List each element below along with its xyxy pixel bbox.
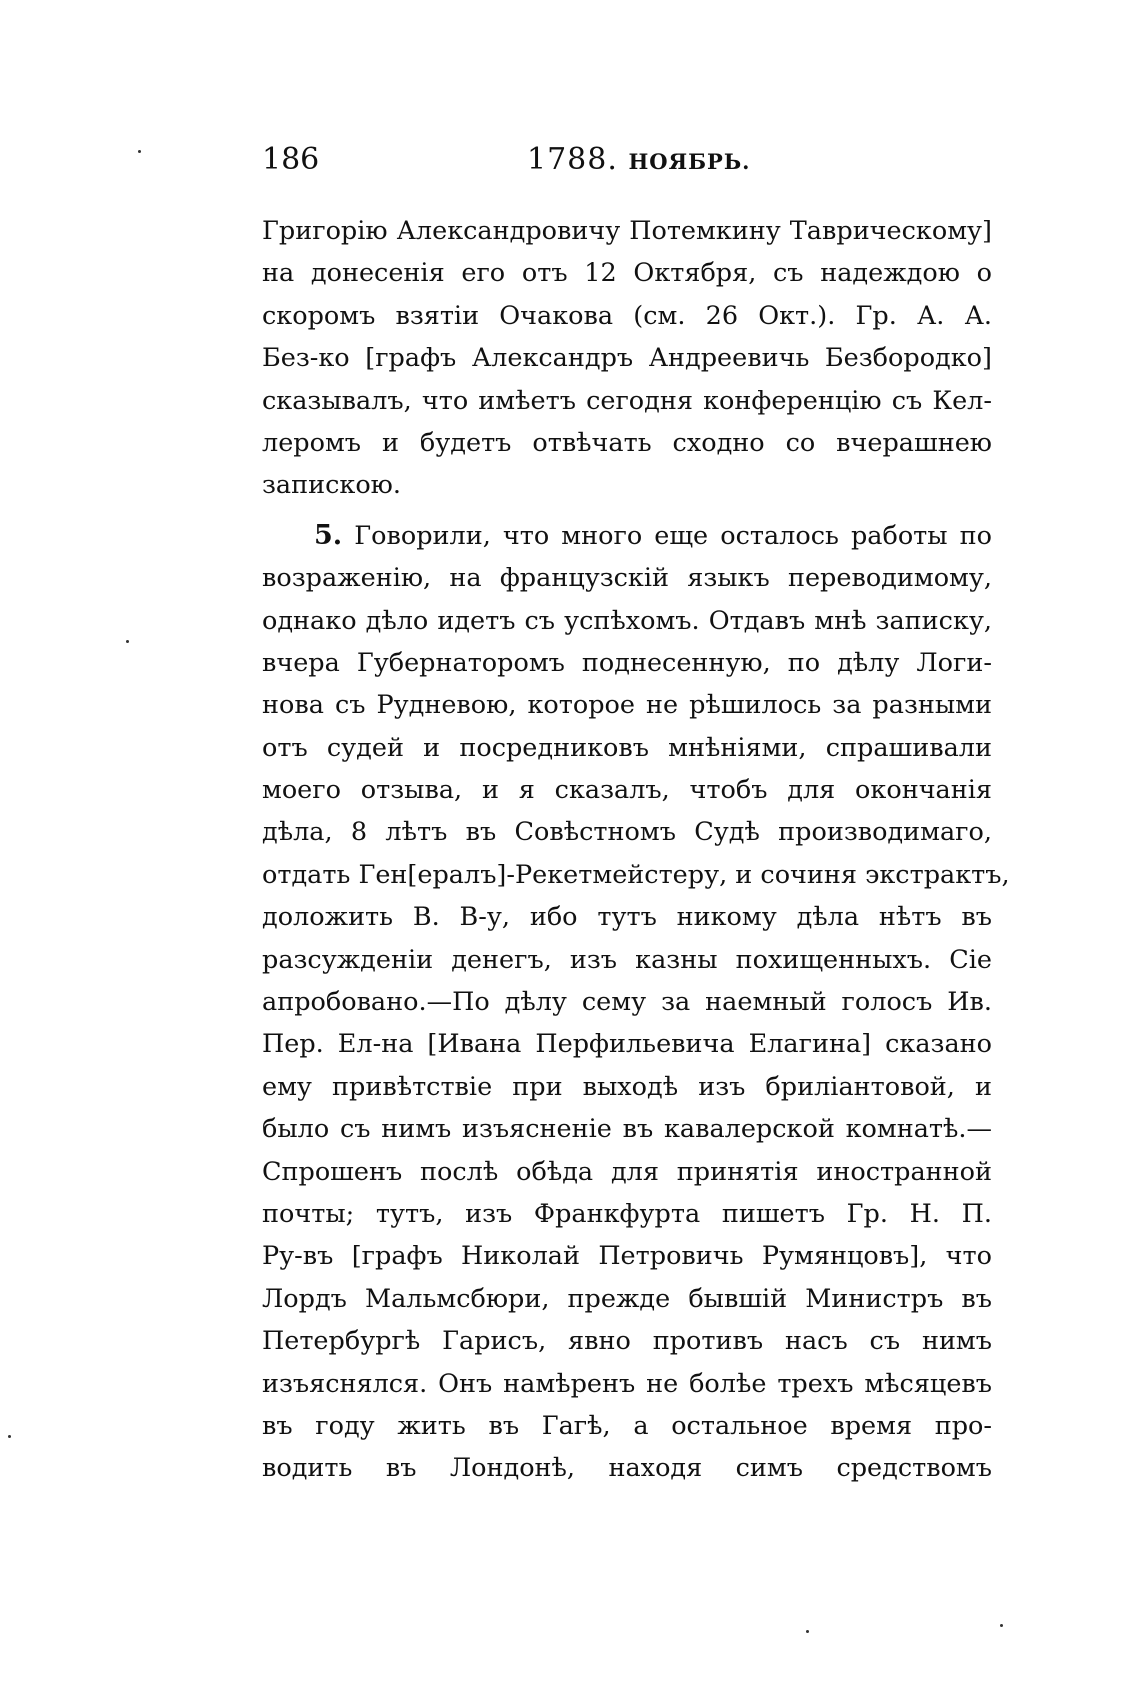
running-title [527,140,750,182]
scan-speck [1000,1624,1003,1627]
text-line: апробовано.—По дѣлу сему за наемный голосъ Ив. [262,987,992,1018]
text-line: Без-ко [графъ Александръ Андреевичь Безбородко] [262,343,992,374]
text-line: Петербургѣ Гарисъ, явно противъ насъ съ нимъ [262,1326,992,1357]
text-line: доложить В. В-у, ибо тутъ никому дѣла нѣтъ въ [262,902,992,933]
text-line: Лордъ Мальмсбюри, прежде бывшій Министръ въ [262,1283,992,1314]
text-line: водить въ Лондонѣ, находя симъ средствомъ [262,1453,992,1484]
text-line: почты; тутъ, изъ Франкфурта пишетъ Гр. Н. П. [262,1198,992,1229]
running-title-month: НОЯБРЬ. [628,149,751,174]
text-line: леромъ и будетъ отвѣчать сходно со вчерашнею [262,427,992,458]
text-line: моего отзыва, и я сказалъ, чтобъ для окончанія [262,775,992,806]
text-line: изъяснялся. Онъ намѣренъ не болѣе трехъ мѣсяцевъ [262,1368,992,1399]
scan-speck [126,640,129,643]
text-line-first [262,515,992,557]
text-line: вчера Губернаторомъ поднесенную, по дѣлу Логи- [262,647,992,678]
paragraph-continuation [262,210,992,507]
entry-first-line-text: Говорили, что много еще осталось работы по [354,520,992,551]
text-line: Спрошенъ послѣ обѣда для принятія иностранной [262,1156,992,1187]
entry-5 [262,515,1010,1490]
running-head [262,140,992,180]
text-line: однако дѣло идетъ съ успѣхомъ. Отдавъ мнѣ записку, [262,605,992,636]
text-line: запискою. [262,470,401,501]
text-line: Пер. Ел-на [Ивана Перфильевича Елагина] сказано [262,1029,992,1060]
text-line: разсужденіи денегъ, изъ казны похищенныхъ. Сіе [262,944,992,975]
text-line: Григорію Александровичу Потемкину Таврическому] [262,216,992,246]
entry-number: 5. [314,519,343,551]
running-title-year: 1788. [527,142,618,177]
text-line: на донесенія его отъ 12 Октября, съ надеждою о [262,258,992,289]
text-line: скоромъ взятіи Очакова (см. 26 Окт.). Гр. А. А. [262,300,992,331]
page-number: 186 [262,142,320,177]
text-line: сказывалъ, что имѣетъ сегодня конференцію съ Кел- [262,385,992,416]
text-line: отъ судей и посредниковъ мнѣніями, спрашивали [262,732,992,763]
text-line: ему привѣтствіе при выходѣ изъ бриліантовой, и [262,1071,992,1102]
scan-speck [138,150,141,153]
text-line: было съ нимъ изъясненіе въ кавалерской комнатѣ.— [262,1114,992,1145]
text-line: дѣла, 8 лѣтъ въ Совѣстномъ Судѣ производимаго, [262,817,992,848]
text-line: отдать Ген[ералъ]-Рекетмейстеру, и сочиня экстрактъ, [262,859,1010,890]
scan-speck [8,1435,11,1438]
text-line: въ году жить въ Гагѣ, а остальное время про- [262,1410,992,1441]
body-text [262,210,1010,1490]
text-line: возраженію, на французскій языкъ переводимому, [262,563,992,594]
text-line: Ру-въ [графъ Николай Петровичь Румянцовъ], что [262,1241,992,1272]
text-line: нова съ Рудневою, которое не рѣшилось за разными [262,690,992,721]
scan-speck [806,1630,809,1633]
